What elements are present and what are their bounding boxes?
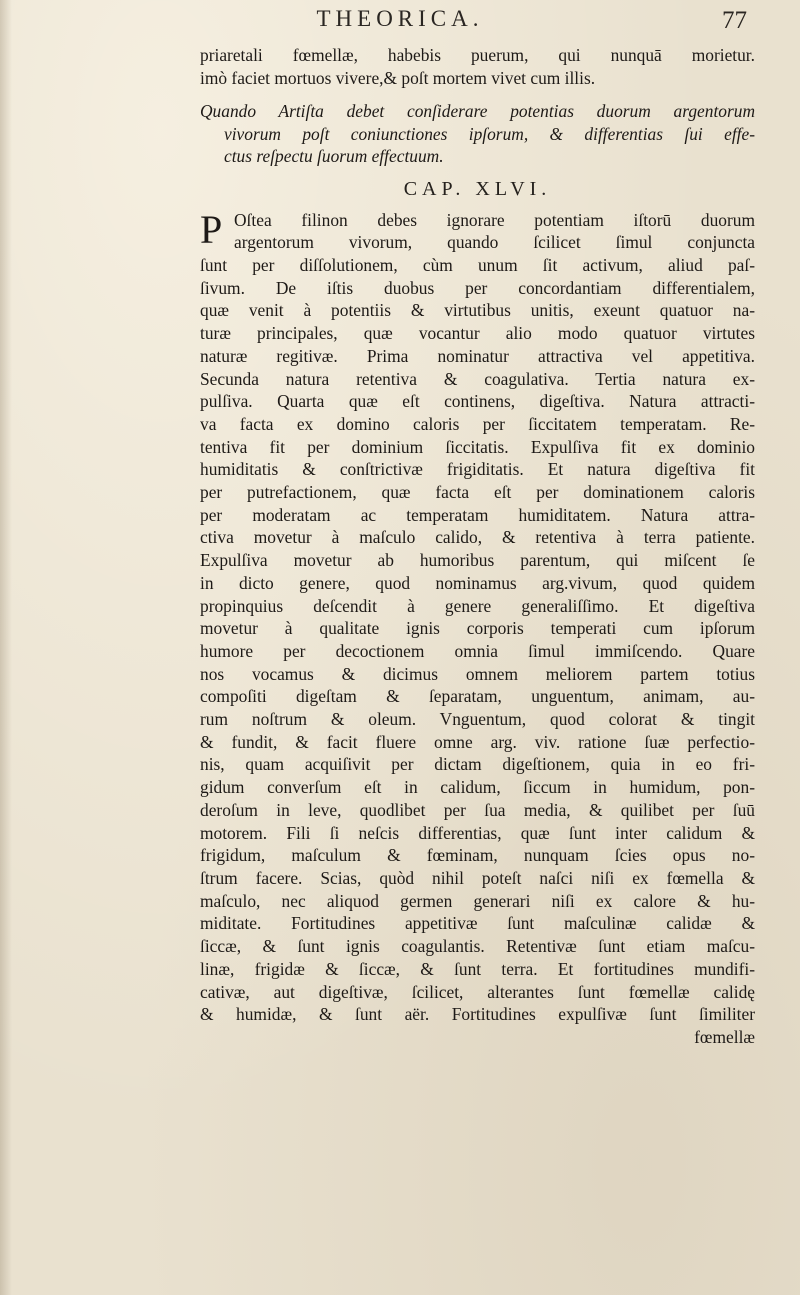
text-line: maſculo, nec aliquod germen generari niſi ex calore & hu- bbox=[200, 890, 755, 911]
text-line: movetur à qualitate ignis corporis temperati cum ipſorum bbox=[200, 618, 755, 639]
text-line: humiditatis & conſtrictivæ frigiditatis. Et natura digeſtiva fit bbox=[200, 459, 755, 480]
text-line: propinquius deſcendit à genere generaliſſimo. Et digeſtiva bbox=[200, 595, 755, 616]
summary-line: ctus reſpectu ſuorum effectuum. bbox=[224, 146, 444, 167]
text-line: Oſtea filinon debes ignorare potentiam iſtorū duorum bbox=[234, 209, 755, 230]
text-line: naturæ regitivæ. Prima nominatur attractiva vel appetitiva. bbox=[200, 345, 755, 366]
text-line: quæ venit à potentiis & virtutibus unitis, exeunt quatuor na- bbox=[200, 300, 755, 321]
text-line: tentiva fit per dominium ſiccitatis. Expulſiva fit ex dominio bbox=[200, 436, 755, 457]
text-line: & humidæ, & ſunt aër. Fortitudines expulſivæ ſunt ſimiliter bbox=[200, 1004, 755, 1025]
catchword: fœmellæ bbox=[694, 1026, 755, 1047]
text-line: frigidum, maſculum & fœminam, nunquam ſcies opus no- bbox=[200, 845, 755, 866]
text-line: per moderatam ac temperatam humiditatem. Natura attra- bbox=[200, 504, 755, 525]
text-line: gidum converſum eſt in calidum, ſiccum in humidum, pon- bbox=[200, 777, 755, 798]
text-line: ſunt per diſſolutionem, cùm unum ſit activum, aliud paſ- bbox=[200, 255, 755, 276]
text-line: motorem. Fili ſi neſcis differentias, quæ ſunt inter calidum & bbox=[200, 822, 755, 843]
text-line: rum noſtrum & oleum. Vnguentum, quod colorat & tingit bbox=[200, 709, 755, 730]
text-line: turæ principales, quæ vocantur alio modo quatuor virtutes bbox=[200, 323, 755, 344]
text-line: ctiva movetur à maſculo calido, & retentiva à terra patiente. bbox=[200, 527, 755, 548]
text-line: linæ, frigidæ & ſiccæ, & ſunt terra. Et fortitudines mundifi- bbox=[200, 958, 755, 979]
running-title: THEORICA. bbox=[316, 6, 484, 31]
page-number: 77 bbox=[722, 7, 747, 34]
text-line: per putrefactionem, quæ facta eſt per dominationem caloris bbox=[200, 482, 755, 503]
drop-initial: P bbox=[200, 206, 223, 252]
body-text bbox=[200, 44, 755, 1049]
text-line: miditate. Fortitudines appetitivæ ſunt maſculinæ calidæ & bbox=[200, 913, 755, 934]
chapter-summary bbox=[200, 100, 755, 168]
text-line: va facta ex domino caloris per ſiccitatem temperatam. Re- bbox=[200, 413, 755, 434]
text-line: ſtrum facere. Scias, quòd nihil poteſt naſci niſi ex fœmella & bbox=[200, 868, 755, 888]
chapter-heading: CAP. XLVI. bbox=[403, 177, 552, 200]
text-line: compoſiti digeſtam & ſeparatam, unguentum, animam, au- bbox=[200, 686, 755, 707]
text-line: Expulſiva movetur ab humoribus parentum, qui miſcent ſe bbox=[200, 550, 755, 571]
text-line: priaretali fœmellæ, habebis puerum, qui nunquā morietur. bbox=[200, 45, 755, 65]
text-line: Secunda natura retentiva & coagulativa. Tertia natura ex- bbox=[200, 368, 755, 389]
text-line: humore per decoctionem omnia ſimul immiſcendo. Quare bbox=[200, 640, 755, 661]
text-line: imò faciet mortuos vivere,& poſt mortem vivet cum illis. bbox=[200, 67, 596, 88]
text-line: & fundit, & facit fluere omne arg. viv. ratione ſuæ perfectio- bbox=[200, 731, 755, 752]
chapter-paragraph bbox=[200, 206, 755, 1049]
text-line: argentorum vivorum, quando ſcilicet ſimul conjuncta bbox=[234, 232, 755, 253]
text-line: ſivum. De iſtis duobus per concordantiam differentialem, bbox=[200, 277, 755, 298]
text-line: deroſum in leve, quodlibet per ſua media, & quilibet per ſuū bbox=[200, 799, 755, 820]
text-line: nos vocamus & dicimus omnem meliorem partem totius bbox=[200, 663, 755, 684]
opening-paragraph bbox=[200, 44, 755, 89]
body-lines bbox=[200, 254, 755, 1026]
text-line: ſiccæ, & ſunt ignis coagulantis. Retentivæ ſunt etiam maſcu- bbox=[200, 936, 755, 957]
text-line: pulſiva. Quarta quæ eſt continens, digeſtiva. Natura attracti- bbox=[200, 391, 755, 412]
summary-line: vivorum poſt coniunctiones ipſorum, & differentias ſui effe- bbox=[224, 123, 755, 144]
summary-line: Quando Artiſta debet conſiderare potentias duorum argentorum bbox=[200, 101, 755, 122]
text-line: cativæ, aut digeſtivæ, ſcilicet, alterantes ſunt fœmellæ calidę bbox=[200, 981, 755, 1002]
text-line: in dicto genere, quod nominamus arg.vivum, quod quidem bbox=[200, 572, 755, 593]
text-line: nis, quam acquiſivit per dictam digeſtionem, quia in eo fri- bbox=[200, 754, 755, 775]
page-header bbox=[0, 6, 800, 46]
